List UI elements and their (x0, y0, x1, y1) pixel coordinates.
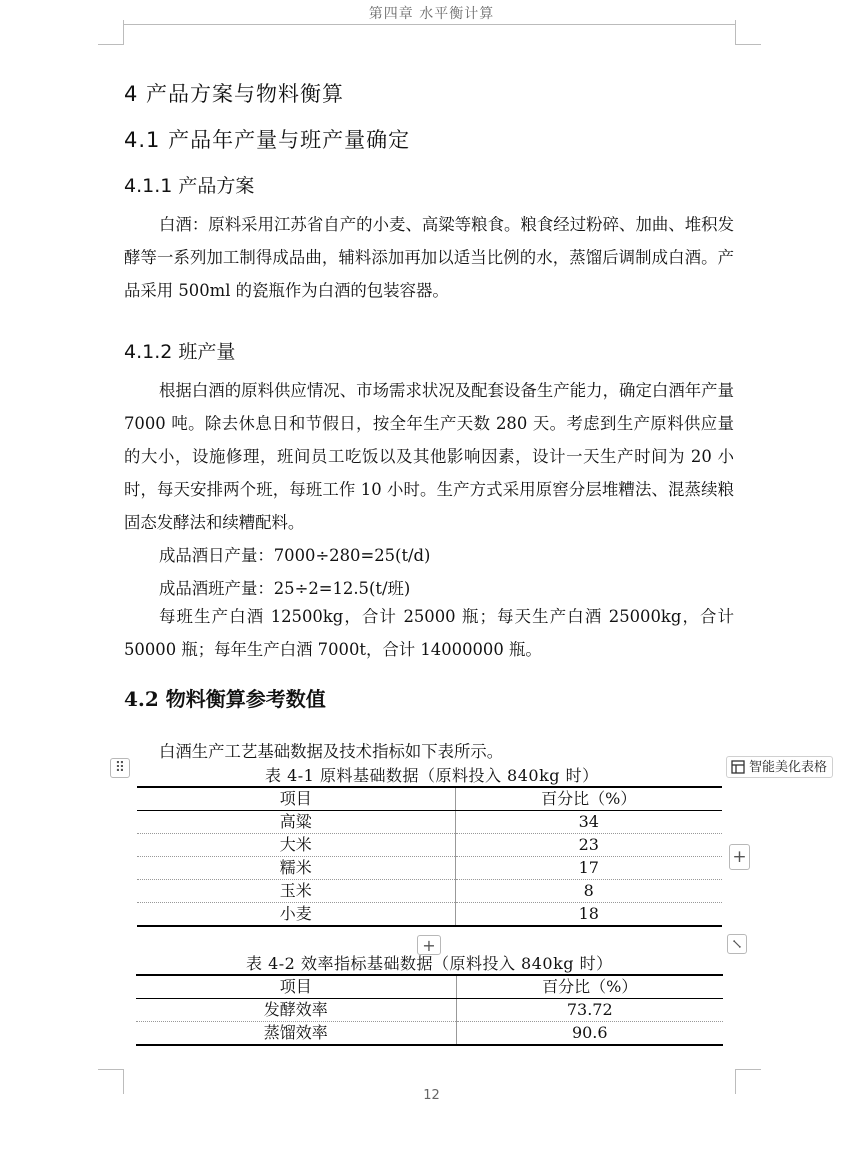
table-row (136, 1022, 723, 1046)
table-cell[interactable]: 8 (455, 880, 722, 903)
table-header-row (136, 975, 723, 999)
beautify-label: 智能美化表格 (749, 760, 828, 775)
table-header-cell: 百分比（%） (455, 787, 722, 811)
formula-shift-output: 成品酒班产量：25÷2=12.5(t/班) (159, 579, 411, 598)
resize-icon (731, 938, 743, 950)
paragraph-bottle-count: 每班生产白酒 12500kg，合计 25000 瓶；每天生产白酒 25000kg，合计 50000 瓶；每年生产白酒 7000t，合计 14000000 瓶。 (124, 607, 734, 659)
table2-caption: 表 4-2 效率指标基础数据（原料投入 840kg 时） (246, 954, 613, 973)
section-heading-4-2: 4.2 物料衡算参考数值 (124, 687, 326, 711)
subsection-heading-4-1-2: 4.1.2 班产量 (124, 341, 236, 363)
smart-beautify-table-button[interactable] (726, 756, 833, 778)
table-row (137, 903, 722, 927)
add-column-button[interactable]: + (729, 844, 750, 870)
table-cell[interactable]: 23 (455, 834, 722, 857)
table-row (136, 999, 723, 1022)
table-style-icon (731, 760, 745, 774)
table-cell[interactable]: 发酵效率 (136, 999, 456, 1022)
section-heading-4-1: 4.1 产品年产量与班产量确定 (124, 128, 411, 152)
table-header-cell: 项目 (137, 787, 455, 811)
table-cell[interactable]: 73.72 (456, 999, 723, 1022)
table-header-cell: 项目 (136, 975, 456, 999)
table-cell[interactable]: 大米 (137, 834, 455, 857)
table-header-cell: 百分比（%） (456, 975, 723, 999)
table-cell[interactable]: 34 (455, 811, 722, 834)
crop-mark (735, 44, 761, 45)
crop-mark (98, 1069, 124, 1070)
table-cell[interactable]: 小麦 (137, 903, 455, 927)
crop-mark (123, 20, 124, 45)
paragraph-product-plan: 白酒：原料采用江苏省自产的小麦、高粱等粮食。粮食经过粉碎、加曲、堆积发酵等一系列加工制得成品曲，辅料添加再加以适当比例的水，蒸馏后调制成白酒。产品采用 500ml 的瓷瓶作为白酒的包装容器。 (124, 215, 734, 300)
table-cell[interactable]: 高粱 (137, 811, 455, 834)
paragraph-shift-output: 根据白酒的原料供应情况、市场需求状况及配套设备生产能力，确定白酒年产量 7000 吨。除去休息日和节假日，按全年生产天数 280 天。考虑到生产原料供应量的大小，设施修理，班间员工吃饭以及其他影响因素，设计一天生产时间为 20 小时，每天安排两个班，每班工作 10 小时。生产方式采用原窖分层堆糟法、混蒸续粮固态发酵法和续糟配料。 (124, 381, 734, 532)
table-header-row (137, 787, 722, 811)
table-resize-handle[interactable] (727, 934, 747, 954)
crop-mark (735, 1069, 761, 1070)
paragraph-table-intro: 白酒生产工艺基础数据及技术指标如下表所示。 (159, 742, 504, 761)
subsection-heading-4-1-1: 4.1.1 产品方案 (124, 175, 255, 197)
crop-mark (98, 44, 124, 45)
header-rule (123, 24, 735, 25)
chapter-heading: 4 产品方案与物料衡算 (124, 82, 345, 106)
table-row (137, 811, 722, 834)
table-cell[interactable]: 蒸馏效率 (136, 1022, 456, 1046)
table-row (137, 834, 722, 857)
table-cell[interactable]: 糯米 (137, 857, 455, 880)
table-cell[interactable]: 17 (455, 857, 722, 880)
table-cell[interactable]: 玉米 (137, 880, 455, 903)
table-cell[interactable]: 18 (455, 903, 722, 927)
running-header: 第四章 水平衡计算 (368, 6, 495, 22)
table-row (137, 880, 722, 903)
page-number: 12 (423, 1088, 440, 1103)
table-raw-material (137, 786, 722, 927)
table-efficiency (136, 974, 723, 1046)
table1-caption: 表 4-1 原料基础数据（原料投入 840kg 时） (265, 766, 599, 785)
table-cell[interactable]: 90.6 (456, 1022, 723, 1046)
add-row-button[interactable]: + (417, 935, 441, 955)
table-move-handle[interactable]: ⠿ (110, 758, 130, 778)
crop-mark (735, 20, 736, 45)
formula-daily-output: 成品酒日产量：7000÷280=25(t/d) (159, 546, 431, 565)
table-row (137, 857, 722, 880)
